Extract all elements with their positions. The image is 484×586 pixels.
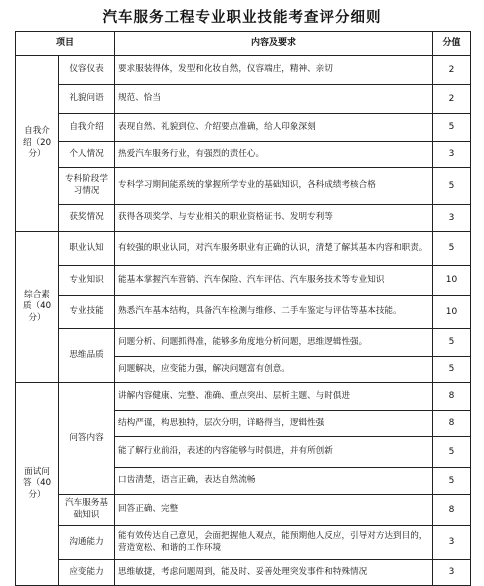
content-cell: 规范、恰当 (115, 85, 433, 114)
table-row (16, 85, 471, 114)
page-title: 汽车服务工程专业职业技能考查评分细则 (102, 10, 382, 26)
content-cell: 讲解内容健康、完整、准确、重点突出、层析主题、与时俱进 (115, 383, 433, 411)
content-cell: 熟悉汽车基本结构，具备汽车检测与维修、二手车鉴定与评估等基本技能。 (115, 296, 433, 329)
item-label: 问答内容 (59, 383, 115, 495)
score-cell: 2 (433, 56, 471, 85)
header-content: 内容及要求 (115, 32, 433, 56)
item-label: 应变能力 (59, 560, 115, 586)
score-cell: 5 (433, 357, 471, 383)
content-cell: 问题分析、问题抓得准，能够多角度地分析问题，思维逻辑性强。 (115, 329, 433, 357)
item-label: 专业技能 (59, 296, 115, 329)
content-cell: 回答正确、完整 (115, 495, 433, 526)
item-label: 仪容仪表 (59, 56, 115, 85)
content-cell: 口齿清楚，语言正确，表达自然流畅 (115, 468, 433, 495)
table-row (16, 168, 471, 205)
item-label: 专科阶段学习情况 (59, 168, 115, 205)
table-row (16, 56, 471, 85)
score-cell: 3 (433, 560, 471, 586)
score-cell: 5 (433, 114, 471, 142)
score-cell: 3 (433, 205, 471, 232)
table-row (16, 142, 471, 168)
score-cell: 3 (433, 526, 471, 560)
group-label: 自我介绍（20分） (16, 56, 59, 232)
group-label: 面试问答（40分） (16, 383, 59, 586)
item-label: 礼貌问语 (59, 85, 115, 114)
item-label: 思维品质 (59, 329, 115, 383)
header-score: 分值 (433, 32, 471, 56)
content-cell: 热爱汽车服务行业，有强烈的责任心。 (115, 142, 433, 168)
header-row (16, 32, 471, 56)
content-cell: 能了解行业前沿，表述的内容能够与时俱进，并有所创新 (115, 437, 433, 468)
score-cell: 10 (433, 296, 471, 329)
content-cell: 问题解决，应变能力强，解决问题富有创意。 (115, 357, 433, 383)
table-row (16, 266, 471, 296)
score-cell: 5 (433, 468, 471, 495)
score-cell: 5 (433, 168, 471, 205)
table-row (16, 560, 471, 586)
score-cell: 3 (433, 142, 471, 168)
content-cell: 有较强的职业认同，对汽车服务职业有正确的认识，清楚了解其基本内容和职责。 (115, 232, 433, 266)
scoring-table (15, 31, 471, 586)
item-label: 沟通能力 (59, 526, 115, 560)
table-row (16, 232, 471, 266)
score-cell: 8 (433, 495, 471, 526)
content-cell: 要求服装得体，发型和化妆自然，仪容端庄，精神、亲切 (115, 56, 433, 85)
content-cell: 专科学习期间能系统的掌握所学专业的基础知识，各科成绩考核合格 (115, 168, 433, 205)
score-cell: 5 (433, 232, 471, 266)
score-cell: 8 (433, 383, 471, 411)
score-cell: 5 (433, 329, 471, 357)
item-label: 自我介绍 (59, 114, 115, 142)
table-row (16, 296, 471, 329)
item-label: 汽车服务基础知识 (59, 495, 115, 526)
table-row (16, 495, 471, 526)
content-cell: 获得各项奖学、与专业相关的职业资格证书、发明专利等 (115, 205, 433, 232)
score-cell: 5 (433, 437, 471, 468)
header-item: 项目 (16, 32, 115, 56)
content-cell: 能有效传达自己意见，会面把握他人观点，能预期他人反应，引导对方达到目的，营造宽松、和谐的工作环境 (115, 526, 433, 560)
table-body (16, 56, 471, 586)
group-label: 综合素质（40分） (16, 232, 59, 383)
score-cell: 2 (433, 85, 471, 114)
table-row (16, 114, 471, 142)
content-cell: 思维敏捷，考虑问题周到，能及时、妥善处理突发事件和特殊情况 (115, 560, 433, 586)
content-cell: 表现自然、礼貌到位、介绍要点准确，给人印象深刻 (115, 114, 433, 142)
content-cell: 能基本掌握汽车营销、汽车保险、汽车评估、汽车服务技术等专业知识 (115, 266, 433, 296)
item-label: 专业知识 (59, 266, 115, 296)
table-row (16, 383, 471, 411)
item-label: 获奖情况 (59, 205, 115, 232)
table-row (16, 329, 471, 357)
table-row (16, 205, 471, 232)
content-cell: 结构严谨，构思独特，层次分明，详略得当，逻辑性强 (115, 411, 433, 437)
table-row (16, 526, 471, 560)
item-label: 个人情况 (59, 142, 115, 168)
item-label: 职业认知 (59, 232, 115, 266)
score-cell: 10 (433, 266, 471, 296)
score-cell: 8 (433, 411, 471, 437)
